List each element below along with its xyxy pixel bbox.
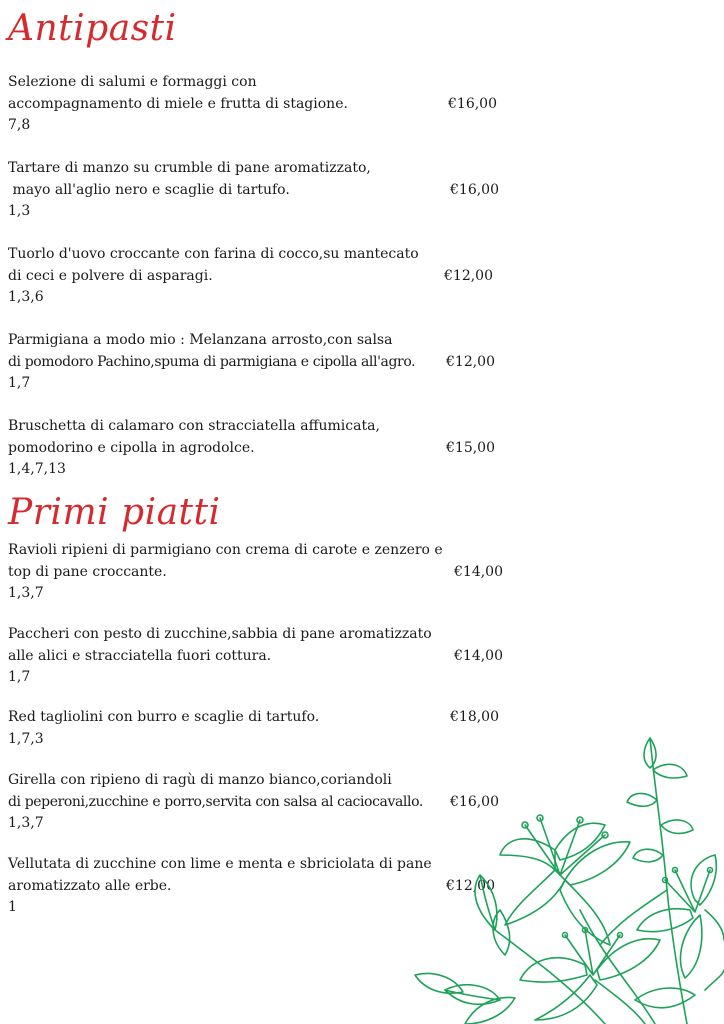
- item-price: €14,00: [454, 563, 503, 580]
- item-description: di peperoni,zucchine e porro,servita con salsa al caciocavallo.: [8, 793, 423, 810]
- item-price: €14,00: [454, 647, 503, 664]
- item-allergens: 1,3,6: [8, 289, 44, 305]
- menu-item: [8, 540, 508, 605]
- item-description: Red tagliolini con burro e scaglie di tartufo.: [8, 709, 320, 725]
- menu-item: [8, 72, 508, 137]
- item-price: €12,00: [446, 353, 495, 370]
- item-allergens: 1,3,7: [8, 585, 44, 601]
- item-allergens: 1,7: [8, 375, 31, 391]
- item-description: accompagnamento di miele e frutta di stagione.: [8, 95, 348, 112]
- item-description: Tuorlo d'uovo croccante con farina di cocco,su mantecato: [8, 246, 419, 262]
- item-allergens: 1,3: [8, 203, 31, 219]
- item-allergens: 1,7,3: [8, 730, 44, 747]
- item-description: Tartare di manzo su crumble di pane aromatizzato,: [8, 160, 371, 176]
- menu-item: [8, 330, 508, 395]
- item-price: €16,00: [450, 181, 499, 198]
- menu-item: [8, 244, 508, 309]
- lily-illustration-icon: [405, 730, 724, 1024]
- item-description: di pomodoro Pachino,spuma di parmigiana e cipolla all'agro.: [8, 353, 416, 370]
- item-description: Selezione di salumi e formaggi con: [8, 74, 257, 90]
- item-description: Girella con ripieno di ragù di manzo bianco,coriandoli: [8, 772, 392, 788]
- item-allergens: 1,3,7: [8, 815, 44, 831]
- item-allergens: 7,8: [8, 117, 31, 133]
- item-description: alle alici e stracciatella fuori cottura.: [8, 647, 272, 664]
- item-description: mayo all'aglio nero e scaglie di tartufo.: [8, 181, 290, 198]
- item-allergens: 1,4,7,13: [8, 461, 66, 477]
- item-description: Paccheri con pesto di zucchine,sabbia di pane aromatizzato: [8, 626, 432, 642]
- item-price: €12,00: [444, 267, 493, 284]
- item-description: top di pane croccante.: [8, 563, 167, 580]
- item-description: Parmigiana a modo mio : Melanzana arrosto,con salsa: [8, 332, 393, 348]
- menu-item: [8, 158, 508, 223]
- item-description: di ceci e polvere di asparagi.: [8, 267, 213, 284]
- item-price: €16,00: [450, 793, 499, 810]
- item-allergens: 1,7: [8, 669, 31, 685]
- item-price: €16,00: [448, 95, 497, 112]
- item-allergens: 1: [8, 899, 17, 915]
- item-description: Bruschetta di calamaro con stracciatella affumicata,: [8, 418, 380, 434]
- item-description: Ravioli ripieni di parmigiano con crema di carote e zenzero e: [8, 542, 443, 558]
- item-description: Vellutata di zucchine con lime e menta e sbriciolata di pane: [8, 856, 432, 872]
- item-price: €18,00: [450, 709, 499, 725]
- menu-item: [8, 416, 508, 481]
- item-price: €12,00: [446, 877, 495, 894]
- item-description: pomodorino e cipolla in agrodolce.: [8, 439, 255, 456]
- menu-item: [8, 624, 508, 689]
- antipasti-title: Antipasti: [8, 8, 177, 49]
- item-description: aromatizzato alle erbe.: [8, 877, 172, 894]
- primi-piatti-title: Primi piatti: [8, 492, 221, 533]
- item-price: €15,00: [446, 439, 495, 456]
